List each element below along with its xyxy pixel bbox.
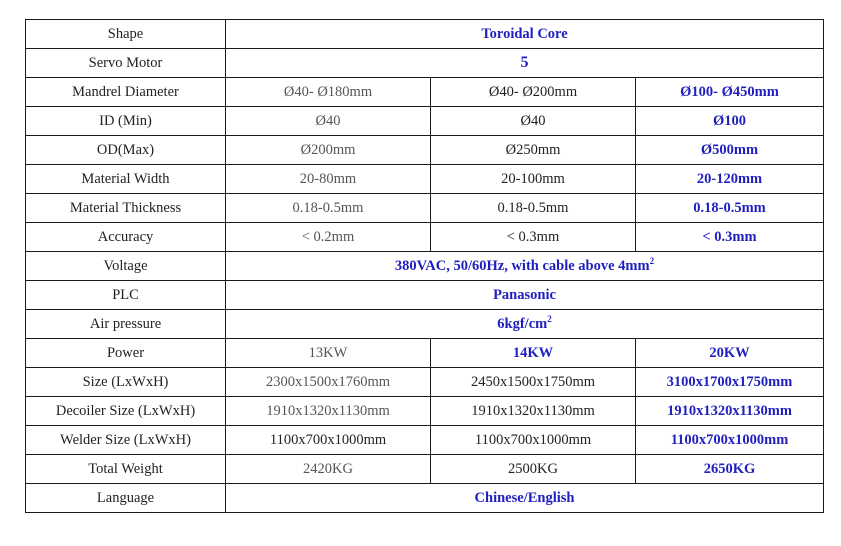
table-row (26, 194, 824, 223)
value-text: 14KW (512, 344, 554, 361)
value-cell (226, 136, 431, 165)
value-cell (431, 339, 636, 368)
value-text: Panasonic (493, 286, 556, 303)
row-label: Mandrel Diameter (26, 78, 226, 107)
value-text: Ø500mm (700, 141, 759, 158)
value-text: Ø40- Ø200mm (488, 83, 578, 100)
value-text: 20KW (709, 344, 750, 361)
table-row (26, 484, 824, 513)
value-cell (226, 455, 431, 484)
value-cell (226, 165, 431, 194)
spec-table-body (26, 20, 824, 513)
value-cell (226, 223, 431, 252)
row-label: Welder Size (LxWxH) (26, 426, 226, 455)
table-row (26, 20, 824, 49)
row-label: Material Thickness (26, 194, 226, 223)
row-label: Air pressure (26, 310, 226, 339)
table-row (26, 49, 824, 78)
row-label: Size (LxWxH) (26, 368, 226, 397)
table-row (26, 165, 824, 194)
table-row (26, 339, 824, 368)
value-text: Ø250mm (505, 141, 561, 158)
value-cell (431, 368, 636, 397)
value-cell (226, 49, 824, 78)
table-row (26, 78, 824, 107)
value-text: 5 (520, 54, 529, 71)
value-cell (431, 78, 636, 107)
value-text: Toroidal Core (481, 25, 568, 42)
value-text: 2500KG (508, 460, 558, 477)
value-text: 1100x700x1000mm (474, 431, 592, 448)
value-cell (431, 107, 636, 136)
value-text: 2450x1500x1750mm (470, 373, 596, 390)
value-cell (226, 107, 431, 136)
value-text: 6kgf/cm (497, 315, 548, 332)
value-cell (431, 165, 636, 194)
value-cell (226, 194, 431, 223)
value-text: Ø40 (315, 112, 341, 129)
value-text: 13KW (308, 344, 348, 361)
row-label: Power (26, 339, 226, 368)
value-cell (226, 426, 431, 455)
value-text: 380VAC, 50/60Hz, with cable above 4mm (394, 257, 650, 274)
value-cell (226, 397, 431, 426)
table-row (26, 136, 824, 165)
value-text: < 0.3mm (506, 228, 560, 245)
row-label: Language (26, 484, 226, 513)
superscript: 2 (649, 255, 655, 266)
row-label: Accuracy (26, 223, 226, 252)
table-row (26, 107, 824, 136)
row-label: Shape (26, 20, 226, 49)
value-text: Ø40 (520, 112, 546, 129)
value-cell (636, 223, 824, 252)
superscript: 2 (547, 313, 552, 324)
value-cell (226, 78, 431, 107)
value-cell (431, 397, 636, 426)
value-cell (226, 368, 431, 397)
value-cell (636, 136, 824, 165)
row-label: PLC (26, 281, 226, 310)
value-cell (431, 136, 636, 165)
value-text: 1910x1320x1130mm (471, 402, 595, 419)
row-label: Decoiler Size (LxWxH) (26, 397, 226, 426)
table-row (26, 281, 824, 310)
value-cell (226, 484, 824, 513)
value-text: 2300x1500x1760mm (265, 373, 391, 390)
table-row (26, 368, 824, 397)
table-row (26, 310, 824, 339)
value-text: 20-100mm (501, 170, 565, 187)
value-cell (431, 194, 636, 223)
row-label: Servo Motor (26, 49, 226, 78)
value-text: 1910x1320x1130mm (266, 402, 390, 419)
row-label: OD(Max) (26, 136, 226, 165)
value-text: 0.18-0.5mm (292, 199, 364, 216)
table-row (26, 455, 824, 484)
value-cell (636, 368, 824, 397)
row-label: ID (Min) (26, 107, 226, 136)
value-cell (431, 455, 636, 484)
value-text: Ø100- Ø450mm (680, 83, 779, 100)
value-text: 3100x1700x1750mm (666, 373, 793, 390)
value-cell (431, 426, 636, 455)
value-text: 2650KG (703, 460, 756, 477)
table-row (26, 223, 824, 252)
row-label: Voltage (26, 252, 226, 281)
value-text: 0.18-0.5mm (497, 199, 569, 216)
value-cell (226, 252, 824, 281)
value-cell (226, 339, 431, 368)
value-text: 1100x700x1000mm (670, 431, 789, 448)
value-text: 1100x700x1000mm (269, 431, 387, 448)
value-text: < 0.3mm (702, 228, 757, 245)
value-cell (226, 281, 824, 310)
row-label: Material Width (26, 165, 226, 194)
value-text: 2420KG (303, 460, 353, 477)
table-row (26, 252, 824, 281)
value-cell (636, 107, 824, 136)
value-text: Ø40- Ø180mm (283, 83, 373, 100)
value-cell (431, 223, 636, 252)
value-cell (636, 455, 824, 484)
value-cell (636, 165, 824, 194)
value-text: Ø100 (712, 112, 747, 129)
value-text: 20-120mm (696, 170, 763, 187)
spec-table (25, 19, 824, 513)
value-cell (226, 310, 824, 339)
value-text: 1910x1320x1130mm (667, 402, 792, 419)
value-cell (636, 339, 824, 368)
row-label: Total Weight (26, 455, 226, 484)
value-cell (636, 397, 824, 426)
table-row (26, 426, 824, 455)
value-text: 0.18-0.5mm (693, 199, 766, 216)
value-cell (226, 20, 824, 49)
value-cell (636, 426, 824, 455)
value-text: < 0.2mm (301, 228, 355, 245)
value-text: 20-80mm (299, 170, 357, 187)
table-row (26, 397, 824, 426)
value-text: Ø200mm (300, 141, 356, 158)
value-cell (636, 194, 824, 223)
value-cell (636, 78, 824, 107)
value-text: Chinese/English (474, 489, 575, 506)
